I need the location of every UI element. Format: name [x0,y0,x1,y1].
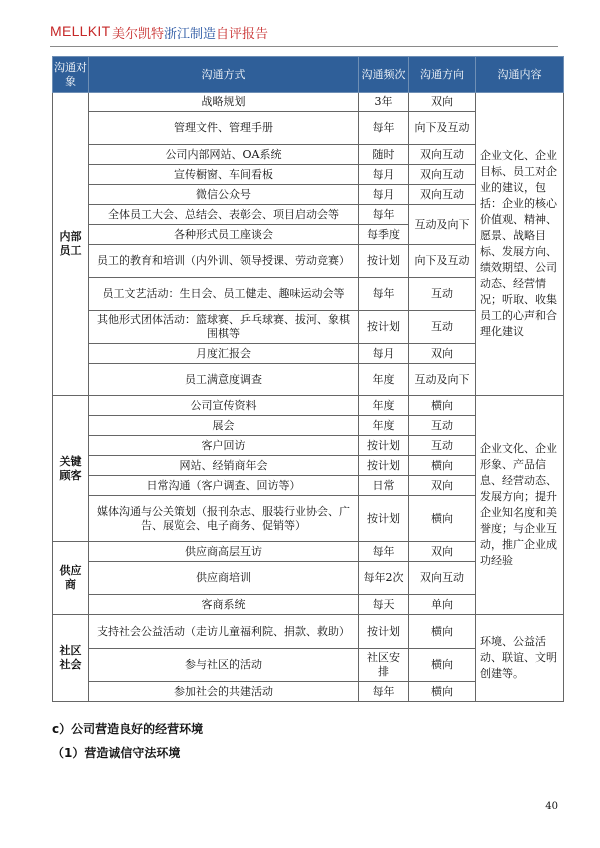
method-cell: 公司内部网站、OA系统 [89,145,359,165]
method-cell: 展会 [89,416,359,436]
frequency-cell: 随时 [359,145,409,165]
method-cell: 媒体沟通与公关策划（报刊杂志、服装行业协会、广告、展览会、电子商务、促销等） [89,496,359,542]
method-cell: 参与社区的活动 [89,649,359,682]
frequency-cell: 每年 [359,205,409,225]
direction-cell: 互动 [409,416,476,436]
header-company: 美尔凯特 [112,27,165,42]
col-header-frequency: 沟通频次 [359,57,409,93]
direction-cell: 互动及向下 [409,205,476,245]
method-cell: 各种形式员工座谈会 [89,225,359,245]
table-row [53,93,564,112]
table-row [53,396,564,416]
method-cell: 月度汇报会 [89,344,359,364]
col-header-method: 沟通方式 [89,57,359,93]
table-row [53,615,564,649]
col-header-target: 沟通对象 [53,57,89,93]
communication-table [52,56,564,702]
method-cell: 网站、经销商年会 [89,456,359,476]
direction-cell: 双向互动 [409,562,476,595]
direction-cell: 向下及互动 [409,245,476,278]
direction-cell: 横向 [409,496,476,542]
direction-cell: 双向 [409,344,476,364]
direction-cell: 双向互动 [409,165,476,185]
method-cell: 管理文件、管理手册 [89,112,359,145]
direction-cell: 向下及互动 [409,112,476,145]
frequency-cell: 日常 [359,476,409,496]
content-cell-community: 环境、公益活动、联谊、文明创建等。 [476,615,564,702]
frequency-cell: 按计划 [359,436,409,456]
frequency-cell: 每年 [359,278,409,311]
page-header [50,12,558,47]
frequency-cell: 每月 [359,185,409,205]
frequency-cell: 每年 [359,112,409,145]
method-cell: 员工的教育和培训（内外训、领导授课、劳动竞赛） [89,245,359,278]
frequency-cell: 按计划 [359,615,409,649]
frequency-cell: 每月 [359,165,409,185]
frequency-cell: 每月 [359,344,409,364]
page-number: 40 [545,801,558,812]
frequency-cell: 每年 [359,682,409,702]
method-cell: 微信公众号 [89,185,359,205]
direction-cell: 横向 [409,682,476,702]
direction-cell: 双向 [409,542,476,562]
direction-cell: 横向 [409,649,476,682]
frequency-cell: 每季度 [359,225,409,245]
method-cell: 供应商培训 [89,562,359,595]
content-cell-customers: 企业文化、企业形象、产品信息、经营动态、发展方向；提升企业知名度和美誉度；与企业互动，推广企业成功经验 [476,396,564,615]
content-cell-internal: 企业文化、企业目标、员工对企业的建议，包括：企业的核心价值观、精神、愿景、战略目标、发展方向、绩效期望、公司动态、经营情况；听取、收集员工的心声和合理化建议 [476,93,564,396]
method-cell: 全体员工大会、总结会、表彰会、项目启动会等 [89,205,359,225]
direction-cell: 横向 [409,456,476,476]
col-header-content: 沟通内容 [476,57,564,93]
frequency-cell: 每年 [359,542,409,562]
method-cell: 战略规划 [89,93,359,112]
method-cell: 公司宣传资料 [89,396,359,416]
frequency-cell: 年度 [359,416,409,436]
method-cell: 客商系统 [89,595,359,615]
frequency-cell: 年度 [359,364,409,396]
frequency-cell: 年度 [359,396,409,416]
direction-cell: 互动 [409,436,476,456]
frequency-cell: 按计划 [359,496,409,542]
frequency-cell: 3年 [359,93,409,112]
group-key-customers: 关键顾客 [53,396,89,542]
method-cell: 宣传橱窗、车间看板 [89,165,359,185]
direction-cell: 互动 [409,311,476,344]
direction-cell: 双向互动 [409,185,476,205]
frequency-cell: 按计划 [359,311,409,344]
direction-cell: 双向 [409,93,476,112]
method-cell: 参加社会的共建活动 [89,682,359,702]
group-community: 社区社会 [53,615,89,702]
method-cell: 员工满意度调查 [89,364,359,396]
frequency-cell: 按计划 [359,245,409,278]
group-internal-staff: 内部员工 [53,93,89,396]
header-report: 自评报告 [216,27,269,42]
direction-cell: 双向互动 [409,145,476,165]
method-cell: 其他形式团体活动：篮球赛、乒乓球赛、拔河、象棋围棋等 [89,311,359,344]
direction-cell: 双向 [409,476,476,496]
direction-cell: 横向 [409,396,476,416]
section-heading-c: c）公司营造良好的经营环境 [52,722,204,736]
direction-cell: 互动及向下 [409,364,476,396]
method-cell: 支持社会公益活动（走访儿童福利院、捐款、救助） [89,615,359,649]
section-heading-c1: （1）营造诚信守法环境 [52,746,181,760]
group-suppliers: 供应商 [53,542,89,615]
header-subtitle: 浙江制造 [164,27,217,42]
frequency-cell: 每天 [359,595,409,615]
method-cell: 客户回访 [89,436,359,456]
brand-logo-text: MELLKIT [50,23,111,39]
direction-cell: 单向 [409,595,476,615]
frequency-cell: 每年2次 [359,562,409,595]
method-cell: 员工文艺活动：生日会、员工健走、趣味运动会等 [89,278,359,311]
col-header-direction: 沟通方向 [409,57,476,93]
frequency-cell: 社区安排 [359,649,409,682]
direction-cell: 互动 [409,278,476,311]
method-cell: 日常沟通（客户调查、回访等） [89,476,359,496]
header-title [112,23,268,42]
direction-cell: 横向 [409,615,476,649]
method-cell: 供应商高层互访 [89,542,359,562]
frequency-cell: 按计划 [359,456,409,476]
